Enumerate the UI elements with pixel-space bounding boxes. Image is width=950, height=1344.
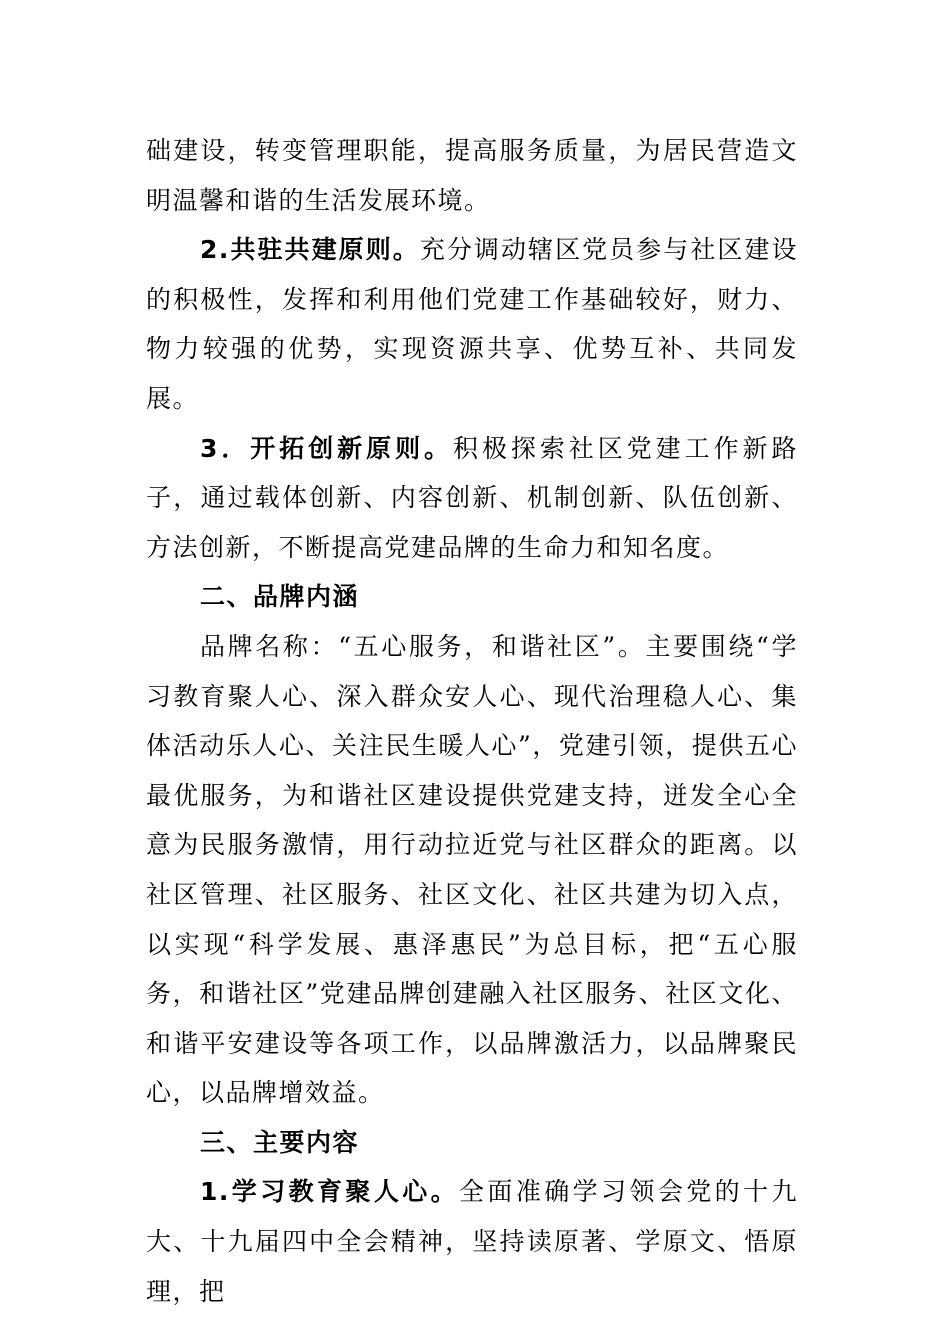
paragraph-principle-2 bbox=[146, 225, 798, 423]
section-heading-content: 三、主要内容 bbox=[200, 1127, 360, 1157]
paragraph-lead: 2.共驻共建原则。 bbox=[200, 235, 420, 265]
paragraph-principle-3 bbox=[146, 424, 798, 573]
paragraph-text: 品牌名称：“五心服务，和谐社区”。主要围绕“学习教育聚人心、深入群众安人心、现代治理稳人心、集体活动乐人心、关注民生暖人心”，党建引领，提供五心最优服务，为和谐社区建设提供党建支持，迸发全心全意为民服务激情，用行动拉近党与社区群众的距离。以社区管理、社区服务、社区文化、社区共建为切入点，以实现“科学发展、惠泽惠民”为总目标，把“五心服务，和谐社区”党建品牌创建融入社区服务、社区文化、和谐平安建设等各项工作，以品牌激活力，以品牌聚民心，以品牌增效益。 bbox=[146, 631, 798, 1108]
paragraph-content-1 bbox=[146, 1167, 798, 1316]
paragraph-text: 础建设，转变管理职能，提高服务质量，为居民营造文明温馨和谐的生活发展环境。 bbox=[146, 136, 798, 215]
section-heading-brand: 二、品牌内涵 bbox=[200, 582, 360, 612]
paragraph-text: 全面准确学习领会党的十九大、十九届四中全会精神，坚持读原著、学原文、悟原理，把 bbox=[146, 1177, 798, 1306]
paragraph-lead: 3．开拓创新原则。 bbox=[200, 433, 453, 463]
paragraph-text: 积极探索社区党建工作新路子，通过载体创新、内容创新、机制创新、队伍创新、方法创新，不断提高党建品牌的生命力和知名度。 bbox=[146, 433, 798, 562]
paragraph-lead: 1.学习教育聚人心。 bbox=[200, 1177, 460, 1207]
document-body bbox=[146, 126, 798, 1316]
paragraph-brand bbox=[146, 622, 798, 1118]
paragraph-text: 充分调动辖区党员参与社区建设的积极性，发挥和利用他们党建工作基础较好，财力、物力较强的优势，实现资源共享、优势互补、共同发展。 bbox=[146, 235, 798, 413]
paragraph-continued bbox=[146, 126, 798, 225]
